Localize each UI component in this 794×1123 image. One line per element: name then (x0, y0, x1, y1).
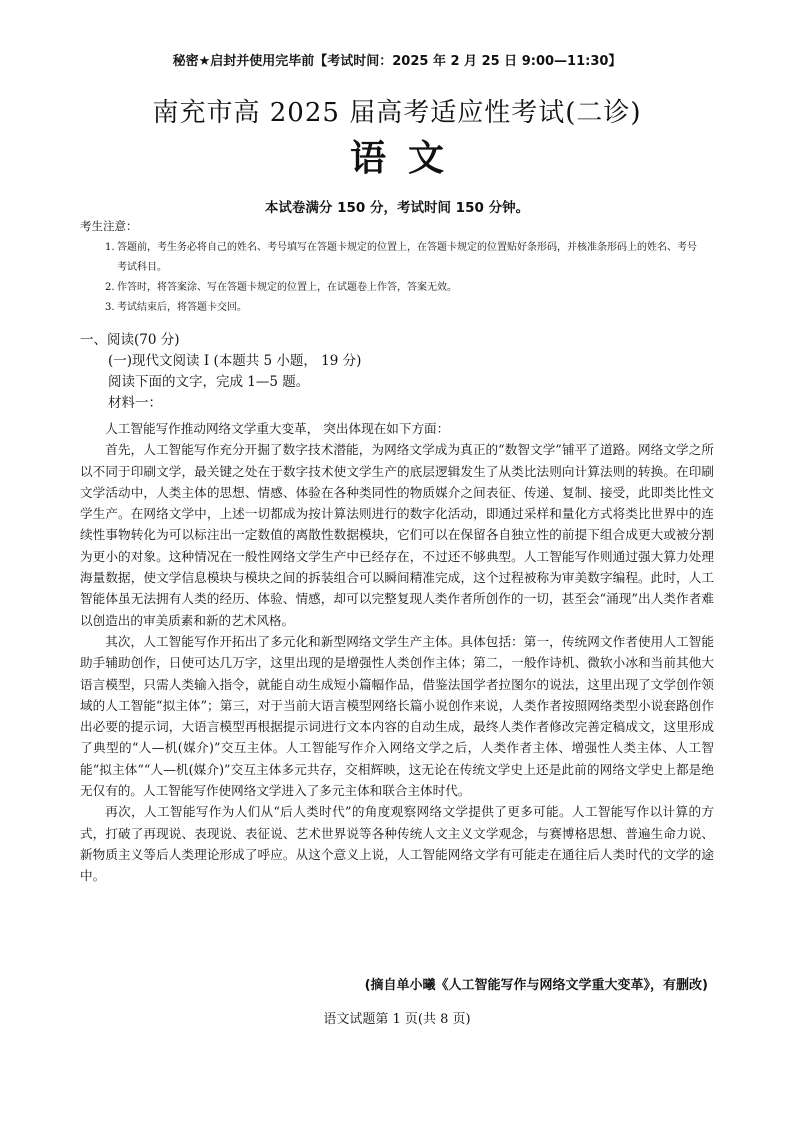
passage-paragraph: 首先，人工智能写作充分开掘了数字技术潜能，为网络文学成为真正的“数智文学”铺平了道路。网络文学之所以不同于印刷文学，最关键之处在于数字技术使文学生产的底层逻辑发生了从类比法则向计算法则的转换。在印刷文学活动中，人类主体的思想、情感、体验在各种类同性的物质媒介之间表征、传递、复制、接受，此即类比性文学生产。在网络文学中，上述一切都成为按计算法则进行的数字化活动，即通过采样和量化方式将类比世界中的连续性事物转化为可以标注出一定数值的离散性数据模块，它们可以在保留各自独立性的前提下组合成更大或被分割为更小的对象。这种情况在一般性网络文学生产中已经存在，不过还不够典型。人工智能写作则通过强大算力处理海量数据，使文学信息模块与模块之间的拆装组合可以瞬间精准完成，这个过程被称为审美数字编程。此时，人工智能体虽无法拥有人类的经历、体验、情感，却可以完整复现人类作者所创作的一切，甚至会“涌现”出人类作者难以创造出的审美质素和新的艺术风格。 (80, 442, 714, 628)
section-instruction: 阅读下面的文字，完成 1—5 题。 (108, 374, 310, 390)
source-citation: (摘自单小曦《人工智能写作与网络文学重大变革》，有删改) (364, 978, 708, 993)
notice-number: 2. (105, 282, 115, 293)
section-title: 一、阅读(70 分) (80, 332, 180, 348)
exam-title: 南充市高 2025 届高考适应性考试(二诊) (152, 98, 642, 128)
notice-text: 作答时，将答案涂、写在答题卡规定的位置上，在试题卷上作答，答案无效。 (117, 282, 457, 293)
notice-heading: 考生注意： (80, 219, 138, 233)
notice-number: 3. (105, 302, 115, 313)
passage-paragraph: 其次，人工智能写作开拓出了多元化和新型网络文学生产主体。具体包括：第一，传统网文作者使用人工智能助手辅助创作，日使可达几万字，这里出现的是增强性人类创作主体；第二，一般作诗机、微软小冰和当前其他大语言模型，只需人类输入指令，就能自动生成短小篇幅作品，借鉴法国学者拉图尔的说法，这里出现了文学创作领域的人工智能“拟主体”；第三，对于当前大语言模型网络长篇小说创作来说，人类作者按照网络类型小说套路创作出必要的提示词，大语言模型再根据提示词进行文本内容的自动生成，最终人类作者修改完善定稿成文，这里形成了典型的“人—机(媒介)”交互主体。人工智能写作介入网络文学之后，人类作者主体、增强性人类主体、人工智能“拟主体”“人—机(媒介)”交互主体多元共存，交相辉映，这无论在传统文学史上还是此前的网络文学史上都是绝无仅有的。人工智能写作使网络文学进入了多元主体和联合主体时代。 (80, 633, 714, 799)
page-footer: 语文试题第 1 页(共 8 页) (323, 1012, 471, 1027)
notice-text: 考试结束后，将答题卡交回。 (117, 302, 247, 313)
confidential-header: 秘密★启封并使用完毕前【考试时间：2025 年 2 月 25 日 9:00—11:30】 (172, 54, 622, 69)
notice-text: 答题前，考生务必将自己的姓名、考号填写在答题卡规定的位置上，在答题卡规定的位置贴好条形码，并核准条形码上的姓名、考号 考试科目。 (117, 242, 697, 273)
notice-item (105, 278, 705, 298)
notice-number: 1. (105, 242, 115, 253)
passage-paragraph: 再次，人工智能写作为人们从“后人类时代”的角度观察网络文学提供了更多可能。人工智能写作以计算的方式，打破了再现说、表现说、表征说、艺术世界说等各种传统人文主义文学观念，与赛博格思想、普遍生命力说、新物质主义等后人类理论形成了呼应。从这个意义上说，人工智能网络文学有可能走在通往后人类时代的文学的途中。 (80, 804, 714, 884)
notice-item (105, 238, 705, 278)
subject-title: 语文 (349, 138, 466, 179)
notice-item (105, 298, 705, 318)
exam-info: 本试卷满分 150 分，考试时间 150 分钟。 (264, 200, 530, 216)
reading-section (80, 330, 361, 414)
material-label: 材料一： (108, 395, 162, 411)
reading-passage (80, 418, 714, 887)
passage-paragraph: 人工智能写作推动网络文学重大变革， 突出体现在如下方面： (105, 421, 450, 436)
notice-list (105, 238, 705, 318)
section-subtitle: (一)现代文阅读 I (本题共 5 小题， 19 分) (108, 353, 362, 369)
